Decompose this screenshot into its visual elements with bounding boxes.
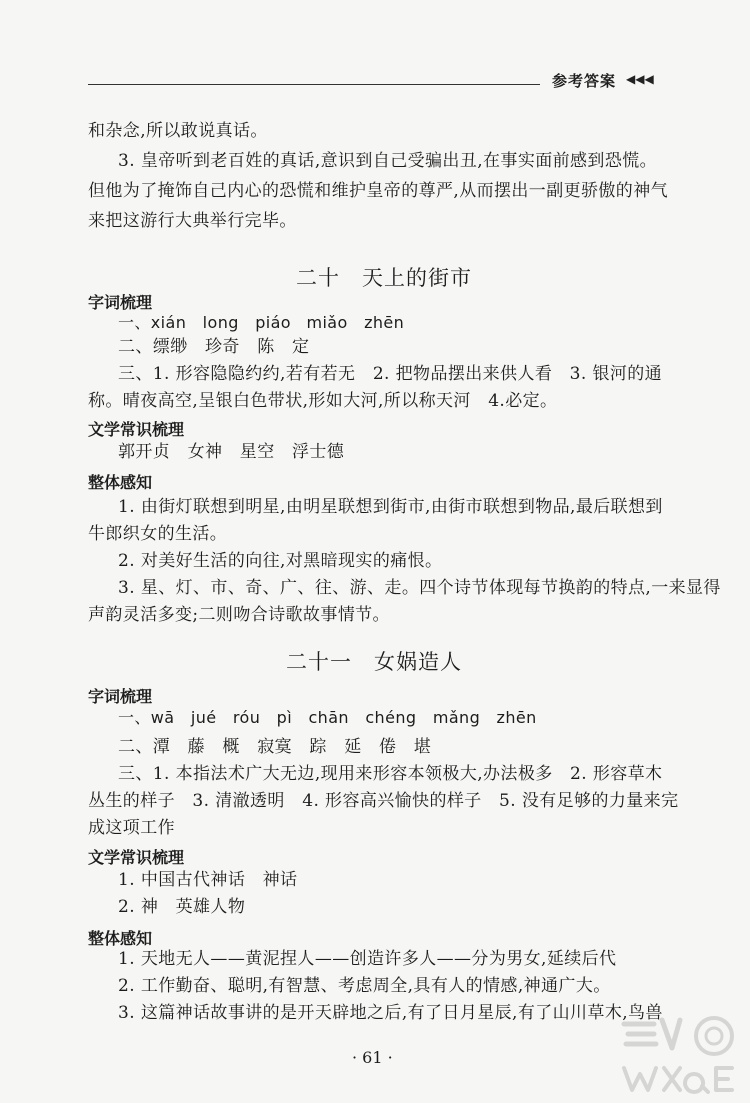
text-line: 丛生的样子 3. 清澈透明 4. 形容高兴愉快的样子 5. 没有足够的力量来完 (88, 791, 679, 811)
pinyin-line: 一、xián long piáo miǎo zhēn (118, 313, 405, 332)
text-line: 来把这游行大典举行完毕。 (88, 211, 297, 231)
pinyin-line: 一、wā jué róu pì chān chéng mǎng zhēn (118, 708, 537, 727)
header-rule (88, 84, 540, 85)
text-line: 2. 对美好生活的向往,对黑暗现实的痛恨。 (118, 551, 443, 571)
section-heading: 文学常识梳理 (88, 420, 185, 439)
text-line: 2. 工作勤奋、聪明,有智慧、考虑周全,具有人的情感,神通广大。 (118, 976, 611, 996)
text-line: 郭开贞 女神 星空 浮士德 (118, 442, 345, 462)
text-line: 3. 皇帝听到老百姓的真话,意识到自己受骗出丑,在事实面前感到恐慌。 (118, 151, 658, 171)
text-line: 牛郎织女的生活。 (88, 524, 228, 544)
header-label: 参考答案 (552, 72, 617, 90)
text-line: 三、1. 形容隐隐约约,若有若无 2. 把物品摆出来供人看 3. 银河的通 (118, 364, 663, 384)
lesson-title: 二十 天上的街市 (296, 266, 472, 290)
text-line: 1. 由街灯联想到明星,由明星联想到街市,由街市联想到物品,最后联想到 (118, 497, 663, 517)
text-line: 称。晴夜高空,呈银白色带状,形如大河,所以称天河 4.必定。 (88, 391, 558, 411)
text-line: 3. 这篇神话故事讲的是开天辟地之后,有了日月星辰,有了山川草木,鸟兽 (118, 1003, 663, 1023)
section-heading: 整体感知 (88, 473, 153, 492)
text-line: 1. 天地无人——黄泥捏人——创造许多人——分为男女,延续后代 (118, 949, 617, 969)
text-line: 成这项工作 (88, 818, 175, 838)
text-line: 但他为了掩饰自己内心的恐慌和维护皇帝的尊严,从而摆出一副更骄傲的神气 (88, 181, 669, 201)
watermark-logo (618, 1010, 738, 1098)
text-line: 三、1. 本指法术广大无边,现用来形容本领极大,办法极多 2. 形容草木 (118, 764, 663, 784)
arrow-left-icon: ◀◀◀ (626, 72, 654, 86)
section-heading: 整体感知 (88, 929, 153, 948)
text-line: 和杂念,所以敢说真话。 (88, 121, 268, 141)
section-heading: 字词梳理 (88, 293, 153, 312)
section-heading: 文学常识梳理 (88, 848, 185, 867)
page-number: · 61 · (352, 1048, 393, 1067)
text-line: 声韵灵活多变;二则吻合诗歌故事情节。 (88, 605, 390, 625)
text-line: 2. 神 英雄人物 (118, 897, 246, 917)
section-heading: 字词梳理 (88, 687, 153, 706)
text-line: 1. 中国古代神话 神话 (118, 870, 298, 890)
text-line: 3. 星、灯、市、奇、广、往、游、走。四个诗节体现每节换韵的特点,一来显得 (118, 578, 721, 598)
text-line: 二、缥缈 珍奇 陈 定 (118, 337, 310, 357)
lesson-title: 二十一 女娲造人 (286, 650, 462, 674)
text-line: 二、潭 藤 概 寂寞 踪 延 倦 堪 (118, 737, 432, 757)
